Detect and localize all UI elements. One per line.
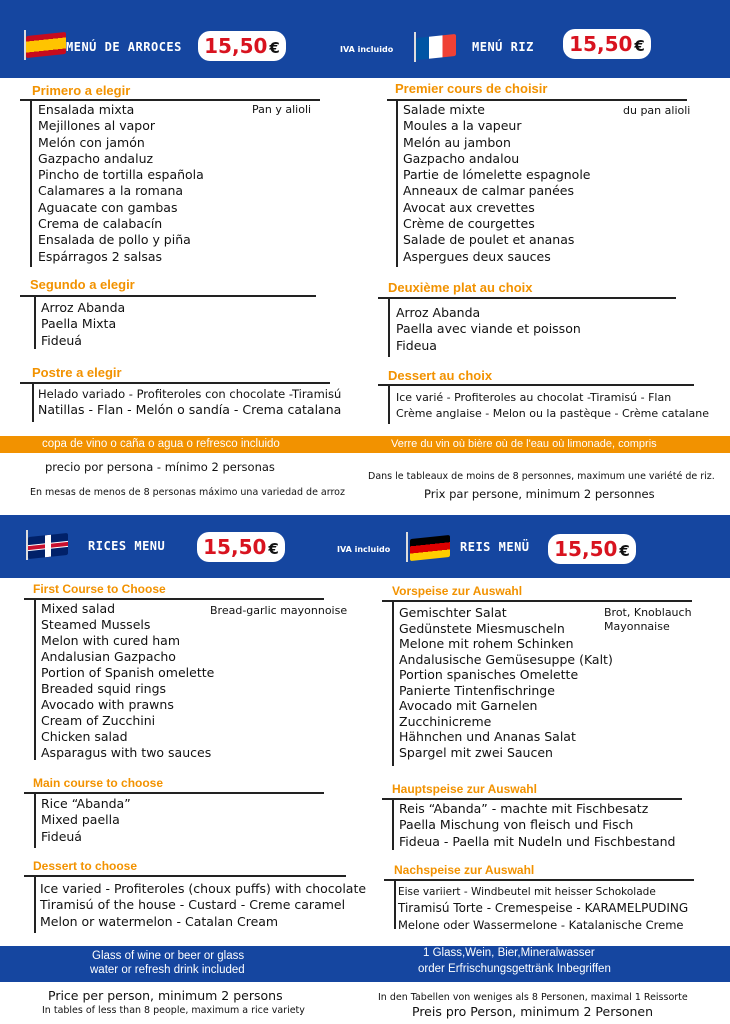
list-item: Breaded squid rings	[41, 681, 167, 696]
list-item: Portion of Spanish omelette	[41, 665, 215, 680]
france-flag-icon	[416, 34, 456, 60]
list-item: Zucchinicreme	[399, 713, 492, 729]
list-item: Ice varied - Profiteroles (choux puffs) with chocolate	[40, 881, 367, 896]
list-item: Gedünstete Miesmuscheln	[399, 620, 565, 636]
english-menu-title: RICES MENU	[88, 539, 166, 553]
list-item: Mixed salad	[41, 601, 116, 616]
french-currency: €	[634, 37, 645, 55]
list-item: Mejillones al vapor	[38, 118, 155, 134]
spanish-currency: €	[269, 39, 280, 57]
list-item: Hähnchen und Ananas Salat	[399, 729, 576, 744]
divider	[392, 798, 394, 850]
list-item: Melón au jambon	[403, 134, 511, 150]
french-main-course-list	[396, 305, 581, 354]
divider	[34, 295, 36, 349]
french-main-course-heading: Deuxième plat au choix	[388, 280, 533, 295]
spain-flag-icon	[26, 32, 66, 58]
divider	[378, 384, 694, 386]
list-item: Arroz Abanda	[41, 300, 126, 315]
spanish-price-note: precio por persona - mínimo 2 personas	[45, 460, 275, 474]
spanish-first-course-list	[38, 102, 204, 265]
divider	[382, 600, 692, 602]
list-item: Ensalada mixta	[38, 102, 135, 117]
german-first-course-heading: Vorspeise zur Auswahl	[392, 584, 523, 598]
list-item: Partie de lómelette espagnole	[403, 167, 591, 183]
list-item: Natillas - Flan - Melón o sandía - Crema catalana	[38, 402, 342, 418]
list-item: Steamed Mussels	[41, 617, 151, 632]
list-item: Melone oder Wassermelone - Katalanische Creme	[398, 917, 684, 932]
list-item: Salade mixte	[403, 102, 485, 117]
divider	[394, 879, 396, 929]
uk-flag-cross	[28, 542, 68, 550]
list-item: Avocado with prawns	[41, 697, 174, 712]
french-menu-title: MENÚ RIZ	[472, 40, 534, 54]
french-first-course-heading: Premier cours de choisir	[395, 81, 548, 96]
french-drink-note: Verre du vin où bière où de l'eau où limonade, compris	[391, 438, 657, 450]
english-main-course-list	[41, 796, 131, 845]
english-price-note: Price per person, minimum 2 persons	[48, 988, 283, 1003]
list-item: Melón con jamón	[38, 134, 145, 150]
english-bread-note: Bread-garlic mayonnoise	[210, 604, 348, 617]
english-currency: €	[268, 540, 279, 558]
spanish-price: 15,50	[204, 34, 268, 58]
uk-flag-cross	[46, 535, 50, 557]
iva-included-top: IVA incluido	[340, 45, 394, 54]
german-price-badge	[548, 534, 636, 564]
list-item: Fideuá	[41, 828, 82, 844]
list-item: Crème de courgettes	[403, 216, 535, 232]
list-item: Paella Mixta	[41, 316, 117, 332]
divider	[20, 295, 316, 297]
english-dessert-heading: Dessert to choose	[33, 859, 138, 873]
german-drink-note-2: order Erfrischungsgettränk Inbegriffen	[418, 963, 611, 975]
list-item: Espárragos 2 salsas	[38, 248, 163, 264]
english-dessert-list	[40, 881, 366, 930]
english-drink-note-2: water or refresh drink included	[90, 964, 245, 976]
german-price-note: Preis pro Person, minimum 2 Personen	[412, 1004, 654, 1019]
list-item: Spargel mit zwei Saucen	[399, 744, 553, 760]
german-main-course-heading: Hauptspeise zur Auswahl	[392, 782, 537, 796]
divider	[24, 875, 346, 877]
list-item: Fideua	[396, 337, 437, 353]
german-dessert-heading: Nachspeise zur Auswahl	[394, 863, 535, 877]
english-main-course-heading: Main course to choose	[33, 776, 164, 790]
english-table-note: In tables of less than 8 people, maximum a rice variety	[42, 1005, 305, 1016]
list-item: Aspergues deux sauces	[403, 248, 551, 264]
german-currency: €	[619, 542, 630, 560]
iva-included-middle: IVA incluido	[337, 545, 391, 554]
divider	[20, 382, 330, 384]
list-item: Andalusische Gemüsesuppe (Kalt)	[399, 651, 613, 667]
divider	[24, 792, 324, 794]
list-item: Avocado mit Garnelen	[399, 698, 538, 713]
germany-flag-icon	[410, 535, 450, 561]
spanish-dessert-heading: Postre a elegir	[32, 365, 122, 380]
list-item: Tiramisú Torte - Cremespeise - KARAMELPUDING	[398, 901, 689, 916]
german-dessert-list	[398, 884, 688, 933]
spanish-price-badge	[198, 31, 286, 61]
list-item: Anneaux de calmar panées	[403, 183, 575, 199]
divider	[24, 598, 324, 600]
spanish-drink-note: copa de vino o caña o agua o refresco incluido	[42, 438, 280, 450]
german-bread-note-2: Mayonnaise	[604, 620, 670, 633]
divider	[384, 879, 694, 881]
french-price-badge	[563, 29, 651, 59]
list-item: Gazpacho andaluz	[38, 150, 154, 166]
spanish-main-course-heading: Segundo a elegir	[30, 277, 135, 292]
divider	[34, 792, 36, 848]
german-first-course-list	[399, 605, 613, 760]
divider	[34, 875, 36, 933]
list-item: Fideuá	[41, 332, 82, 348]
french-first-course-list	[403, 102, 591, 265]
list-item: Portion spanisches Omelette	[399, 667, 579, 682]
list-item: Ice varié - Profiteroles au chocolat -Tiramisú - Flan	[396, 391, 672, 404]
spanish-dessert-list	[38, 386, 341, 419]
french-price-note: Prix par persone, minimum 2 personnes	[424, 487, 655, 501]
list-item: Reis “Abanda” - machte mit Fischbesatz	[399, 801, 649, 816]
list-item: Melone mit rohem Schinken	[399, 636, 574, 651]
list-item: Arroz Abanda	[396, 305, 481, 320]
list-item: Helado variado - Profiteroles con chocolate -Tiramisú	[38, 387, 342, 401]
french-table-note: Dans le tableaux de moins de 8 personnes, maximum une variété de riz.	[368, 471, 715, 482]
divider	[378, 297, 676, 299]
spanish-table-note: En mesas de menos de 8 personas máximo una variedad de arroz	[30, 487, 345, 498]
list-item: Tiramisú of the house - Custard - Creme caramel	[40, 897, 346, 913]
german-drink-note-1: 1 Glass,Wein, Bier,Mineralwasser	[423, 947, 595, 959]
list-item: Cream of Zucchini	[41, 713, 156, 728]
list-item: Aguacate con gambas	[38, 199, 178, 215]
list-item: Melon with cured ham	[41, 633, 181, 648]
french-bread-note: du pan alioli	[623, 104, 691, 117]
list-item: Mixed paella	[41, 812, 120, 828]
list-item: Andalusian Gazpacho	[41, 649, 176, 664]
german-price: 15,50	[554, 537, 618, 561]
spanish-main-course-list	[41, 300, 125, 349]
french-dessert-heading: Dessert au choix	[388, 368, 493, 383]
list-item: Paella avec viande et poisson	[396, 321, 581, 337]
german-bread-note-1: Brot, Knoblauch	[604, 606, 692, 619]
divider	[388, 384, 390, 424]
list-item: Fideua - Paella mit Nudeln und Fischbestand	[399, 833, 676, 849]
english-price-badge	[197, 532, 285, 562]
english-first-course-list	[41, 601, 214, 761]
divider	[396, 99, 398, 267]
list-item: Panierte Tintenfischringe	[399, 682, 555, 698]
spanish-first-course-heading: Primero a elegir	[32, 83, 131, 98]
divider	[32, 382, 34, 422]
german-table-note: In den Tabellen von weniges als 8 Personen, maximal 1 Reissorte	[378, 992, 688, 1003]
french-price: 15,50	[569, 32, 633, 56]
list-item: Rice “Abanda”	[41, 796, 131, 811]
divider	[20, 99, 320, 101]
divider	[388, 297, 390, 357]
divider	[30, 99, 32, 267]
german-main-course-list	[399, 801, 675, 850]
spanish-menu-title: MENÚ DE ARROCES	[66, 40, 182, 54]
divider	[387, 99, 687, 101]
list-item: Avocat aux crevettes	[403, 199, 535, 215]
list-item: Eise variiert - Windbeutel mit heisser Schokolade	[398, 886, 656, 898]
divider	[382, 798, 682, 800]
list-item: Crema de calabacín	[38, 216, 163, 232]
list-item: Chicken salad	[41, 729, 128, 744]
list-item: Asparagus with two sauces	[41, 745, 212, 760]
list-item: Moules a la vapeur	[403, 118, 522, 134]
divider	[392, 600, 394, 766]
english-first-course-heading: First Course to Choose	[33, 582, 166, 596]
list-item: Gazpacho andalou	[403, 150, 520, 166]
list-item: Crème anglaise - Melon ou la pastèque - Crème catalane	[396, 407, 710, 421]
list-item: Ensalada de pollo y piña	[38, 232, 191, 248]
list-item: Gemischter Salat	[399, 605, 507, 620]
list-item: Pincho de tortilla española	[38, 167, 204, 183]
uk-flag-icon	[28, 533, 68, 559]
spanish-bread-note: Pan y alioli	[252, 103, 312, 116]
list-item: Salade de poulet et ananas	[403, 232, 575, 248]
list-item: Calamares a la romana	[38, 183, 184, 199]
list-item: Melon or watermelon - Catalan Cream	[40, 913, 279, 929]
english-drink-note-1: Glass of wine or beer or glass	[92, 950, 245, 962]
french-dessert-list	[396, 390, 709, 423]
german-menu-title: REIS MENÜ	[460, 540, 530, 554]
english-price: 15,50	[203, 535, 267, 559]
divider	[34, 598, 36, 760]
list-item: Paella Mischung von fleisch und Fisch	[399, 817, 634, 833]
germany-flag-pole	[406, 532, 408, 562]
